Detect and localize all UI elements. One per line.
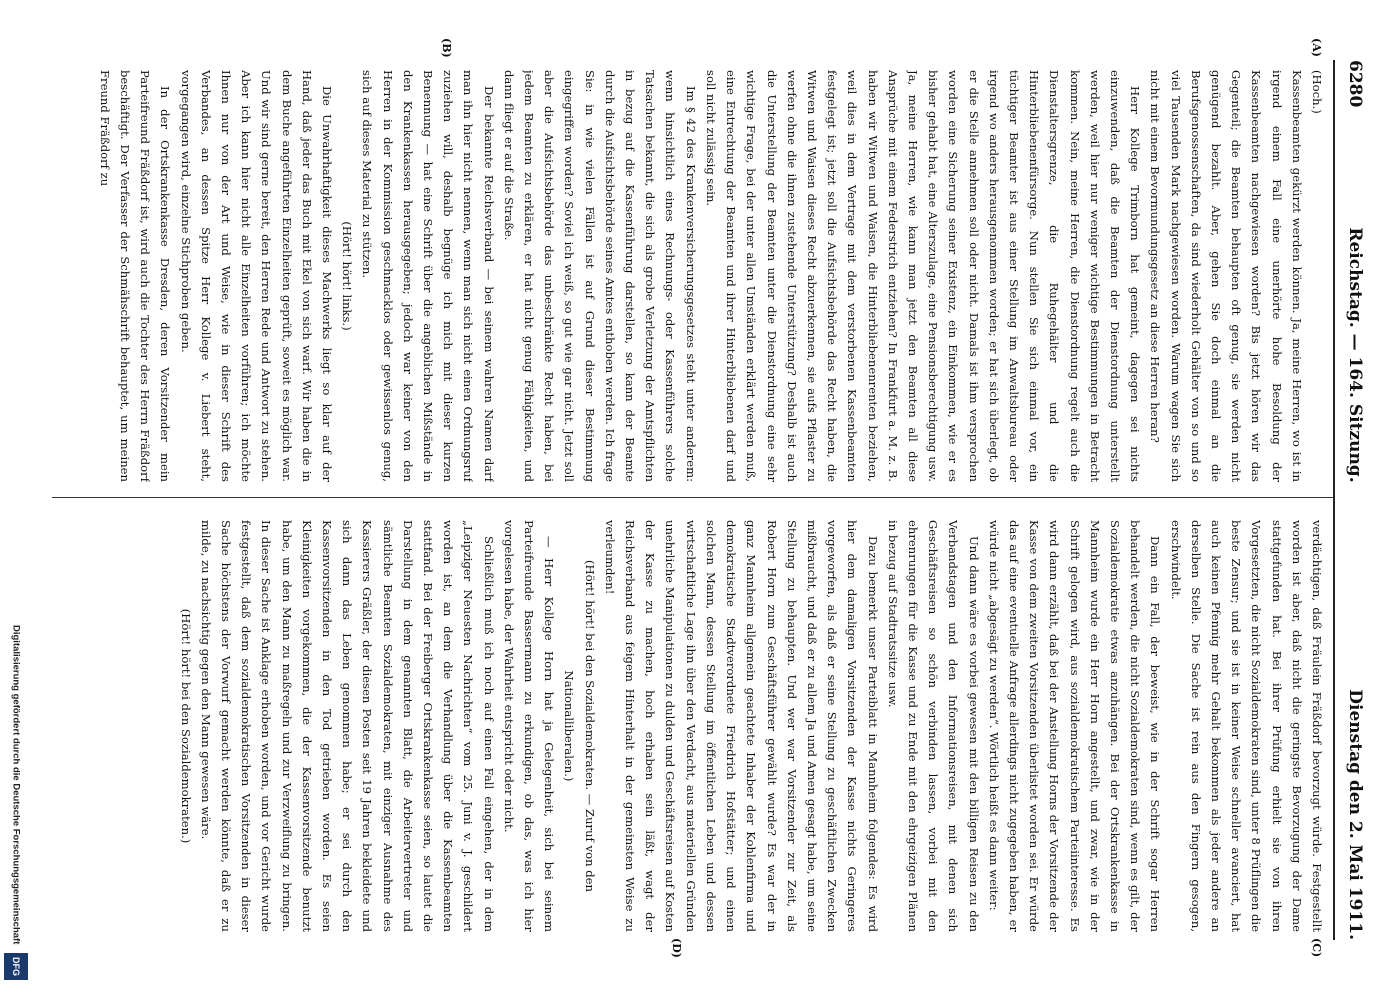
column-divider [52, 497, 1333, 498]
margin-mark-b: (B) [440, 38, 453, 58]
paragraph: — Herr Kollege Horn hat ja Gelegenheit, sich bei seinem Parteifreunde Bassermann zu erkundigen, ob das, was ich hier vorgelesen habe, der Wahrheit entspricht oder nicht. [501, 520, 557, 932]
interjection: (Hört! hört! bei den Sozialdemokraten.) [178, 608, 193, 844]
quotation: Und dann wäre es vorbei gewesen mit den billigen Reisen zu den Verbandstagen und den Informationsreisen, mit denen sich Geschäftsreisen so schön verbinden lassen, vorbei mit den ehrenrungen für die Kasse und zu Ende mit den ehrgeizigen Plänen in bezug auf Stadtratssitze usw. [885, 520, 981, 932]
paragraph: (Hoch.) [1310, 70, 1324, 114]
paragraph: Dann ein Fall, der beweist, wie in der Schrift sogar Herren behandelt werden, die nicht Sozialdemokraten sind, wenn es gilt, der Sozialdemokratie etwas anzuhängen. Bei der Ortskrankenkasse in Mannheim wurde ein Herr Horn angestellt, und zwar, wie in der Schrift gelogen wird, aus sozialdemokratischem Parteiinteresse. Es wird dann erzählt, daß bei der Anstellung Horns der Vorsitzende der Kasse von dem zweiten Vorsitzenden überlistet worden sei. Er würde das auf eine eventuelle Anfrage allerdings nicht zugegeben haben, er würde nicht „abgesägt zu werden“. Wörtlich heißt es dann weiter: [986, 520, 1163, 932]
paragraph: Dazu bemerkt unser Parteiblatt in Mannheim folgendes: Es wird hier dem damaligen Vorsitzenden der Kasse nichts Geringeres vorgeworfen, als daß er seine Stellung zu geschäftlichen Zwecken mißbraucht, und daß er zu allem Ja und Amen gesagt habe, um seine Stellung zu behaupten. Und wer war Vorsitzender zur Zeit, als Robert Horn zum Geschäftsführer gewählt wurde? Es war der in ganz Mannheim allgemein geachtete Inhaber der Kohlenfirma und demokratische Stadtverordnete Friedrich Hofstätter; und einen solchen Mann, dessen Stellung im öffentlichen Leben und dessen wirtschaftliche Lage ihn über den Verdacht, aus materiellen Gründen unehrliche Manipulationen zu dulden und Geschäftsreisen auf Kosten der Kasse zu machen, hoch erhaben sein läßt, wagt der Reichsverband aus feigem Hinterhalt in der gemeinsten Weise zu verleumden! [602, 520, 880, 932]
paragraph: Herr Kollege Trimborn hat gemeint, dagegen sei nichts einzuwenden, daß die Beamten der Dienstordnung unterstellt werden, weil hier nur weniger wichtige Bestimmungen in Betracht kommen. Nein, meine Herren, die Dienstordnung regelt auch die Dienstaltersgrenze, die Ruhegehälter und die Hinterbliebenenfürsorge. Nun stellen Sie sich einmal vor, ein tüchtiger Beamter ist aus einer Stellung im Anwaltsbureau oder irgend wo anders herausgenommen worden; er hat sich überlegt, ob er die Stelle annehmen soll oder nicht. Damals ist ihm versprochen worden eine Sicherung seiner Existenz, ein Einkommen, wie er es bisher gehabt hat, eine Alterszulage, eine Pensionsberechtigung usw. Ja, meine Herren, wie kann man jetzt den Beamten all diese Ansprüche mit einem Federstrich entziehen? In Frankfurt a. M. z. B. haben wir Witwen und Waisen, die Hinterbliebenenrenten beziehen, weil dies in dem Vertrage mit dem verstorbenen Kassenbeamten festgelegt ist; jetzt soll die Aufsichtsbehörde das Recht haben, die Witwen und Waisen dieses Recht abzuerkennen, sie aufs Pflaster zu werfen ohne die ihnen zustehende Unterstützung? Deshalb ist auch die Unterstellung der Beamten unter die Dienstordnung eine sehr wichtige Frage, bei der unter allen Umständen erklärt werden muß, eine Entrechtung der Beamten und ihrer Hinterbliebenen darf und soll nicht zulässig sein. [703, 70, 1143, 482]
paragraph: Kassenbeamten gekürzt werden können. Ja, meine Herren, wo ist in irgend einem Fall eine unerhörte hohe Besoldung der Kassenbeamten nachgewiesen worden? Bis jetzt hören wir das Gegenteil; die Beamten behaupten oft genug, sie werden nicht genügend bezahlt. Aber, gehen Sie doch einmal an die Berufsgenossenschaften, da sind wiederholt Gehälter von so und so viel Tausenden Mark nachgewiesen worden. Warum wagen Sie sich nicht mit einem Bevormundungsgesetz an diese Herren heran? [1148, 70, 1304, 482]
digitization-credit [6, 200, 28, 980]
interjection: (Hört! hört! bei den Sozialdemokraten. — Zuruf von den Nationalliberalen.) [562, 560, 597, 892]
dfg-logo: DFG [4, 953, 28, 980]
paragraph: verdächtigen, daß Fräulein Fräßdorf bevorzugt würde. Festgestellt worden ist aber, daß nicht die geringste Bevorzugung der Dame stattgefunden hat. Bei ihrer Prüfung erhielt sie von ihren Vorgesetzten, die nicht Sozialdemokraten sind, unter 8 Prüflingen die beste Zensur; und sie ist in keiner Weise schneller avanciert, hat auch keinen Pfennig mehr Gehalt bekommen als jeder andere an derselben Stelle. Die Sache ist rein aus den Fingern gesogen, erschwindelt. [1168, 520, 1324, 932]
margin-mark-a: (A) [1310, 38, 1323, 57]
margin-mark-c: (C) [1310, 938, 1323, 958]
interjection: (Hört! hört! links.) [340, 221, 355, 331]
paragraph: Schließlich muß ich noch auf einen Fall eingehen, der in dem „Leipziger Neuesten Nachrichten“ vom 25. Juni v. J. geschildert worden ist, an dem die Verhandlung über die Kassenbeamten stattfand. Bei der Freiberger Ortskrankenkasse seien, so lautet die Darstellung in dem genannten Blatt, die Arbeitervertreter und sämtliche Beamten Sozialdemokraten, mit einziger Ausnahme des Kassierers Gräßler, der diesen Posten seit 19 Jahren bekleidete und sich dann das Leben genommen habe; er sei durch den Kassenvorsitzenden in den Tod getrieben worden. Es seien Kleinigkeiten vorgekommen, die der Kassenvorsitzende benutzt habe, um den Mann zu maßregeln und zur Verzweiflung zu bringen. In dieser Sache ist Anklage erhoben worden, und vor Gericht wurde festgestellt, daß dem sozialdemokratischen Vorsitzenden in dieser Sache höchstens der Vorwurf gemacht werden könnte, daß er zu milde, zu nachsichtig gegen den Mann gewesen wäre. [198, 520, 496, 932]
margin-mark-d: (D) [670, 938, 683, 958]
page-number: 6280 [1345, 60, 1365, 108]
running-header [1333, 60, 1375, 940]
paragraph: Die Unwahrhaftigkeit dieses Machwerks liegt so klar auf der Hand, daß jeder das Buch mit Ekel von sich warf. Wir haben die in dem Buche angeführten Einzelheiten geprüft, soweit es möglich war. Und wir sind gerne bereit, den Herren Rede und Antwort zu stehen. Aber ich kann hier nicht alle Einzelheiten vorführen; ich möchte Ihnen nur von der Art und Weise, wie in dieser Schrift des Verbandes, an dessen Spitze Herr Kollege v. Liebert steht, vorgegangen wird, einzelne Stichproben geben. [178, 70, 335, 482]
paragraph: Der bekannte Reichsverband — bei seinem wahren Namen darf man ihn hier nicht nennen, wenn man sich nicht einen Ordnungsruf zuziehen will, deshalb begnüge ich mich mit dieser kurzen Benennung — hat eine Schrift über die angeblichen Mißstände in den Krankenkassen herausgegeben; jedoch war keiner von den Herren in der Kommission geschmacklos oder gewissenlos genug, sich auf dieses Material zu stützen. [360, 70, 496, 482]
paragraph: Im § 42 des Krankenversicherungsgesetzes steht unter anderem: wenn hinsichtlich eines Rechnungs- oder Kassenführers solche Tatsachen bekannt, die sich als grobe Verletzung der Amtspflichten in bezug auf die Kassenführung darstellen, so kann der Beamte durch die Aufsichtsbehörde seines Amtes enthoben werden. Ich frage Sie: in wie vielen Fällen ist auf Grund dieser Bestimmung eingegriffen worden? Soviel ich weiß, so gut wie gar nicht. Jetzt soll aber die Aufsichtsbehörde das unbeschränkte Recht haben, bei jedem Beamten zu erklären, er hat nicht genug Fähigkeiten, und dann fliegt er auf die Straße. [501, 70, 698, 482]
left-column [54, 70, 1327, 482]
session-title: Reichstag. — 164. Sitzung. [1345, 227, 1365, 483]
digitization-note: Digitalisierung gefördert durch die Deutsche Forschungsgemeinschaft [10, 625, 22, 945]
session-date: Dienstag den 2. Mai 1911. [1345, 689, 1365, 940]
paragraph: In der Ortskrankenkasse Dresden, deren Vorsitzender mein Parteifreund Fräßdorf ist, wird auch die Tochter des Herrn Fräßdorf beschäftigt. Der Verfasser der Schmähschrift behauptet, um meinen Freund Fräßdorf zu [97, 70, 173, 482]
right-column [54, 520, 1327, 932]
